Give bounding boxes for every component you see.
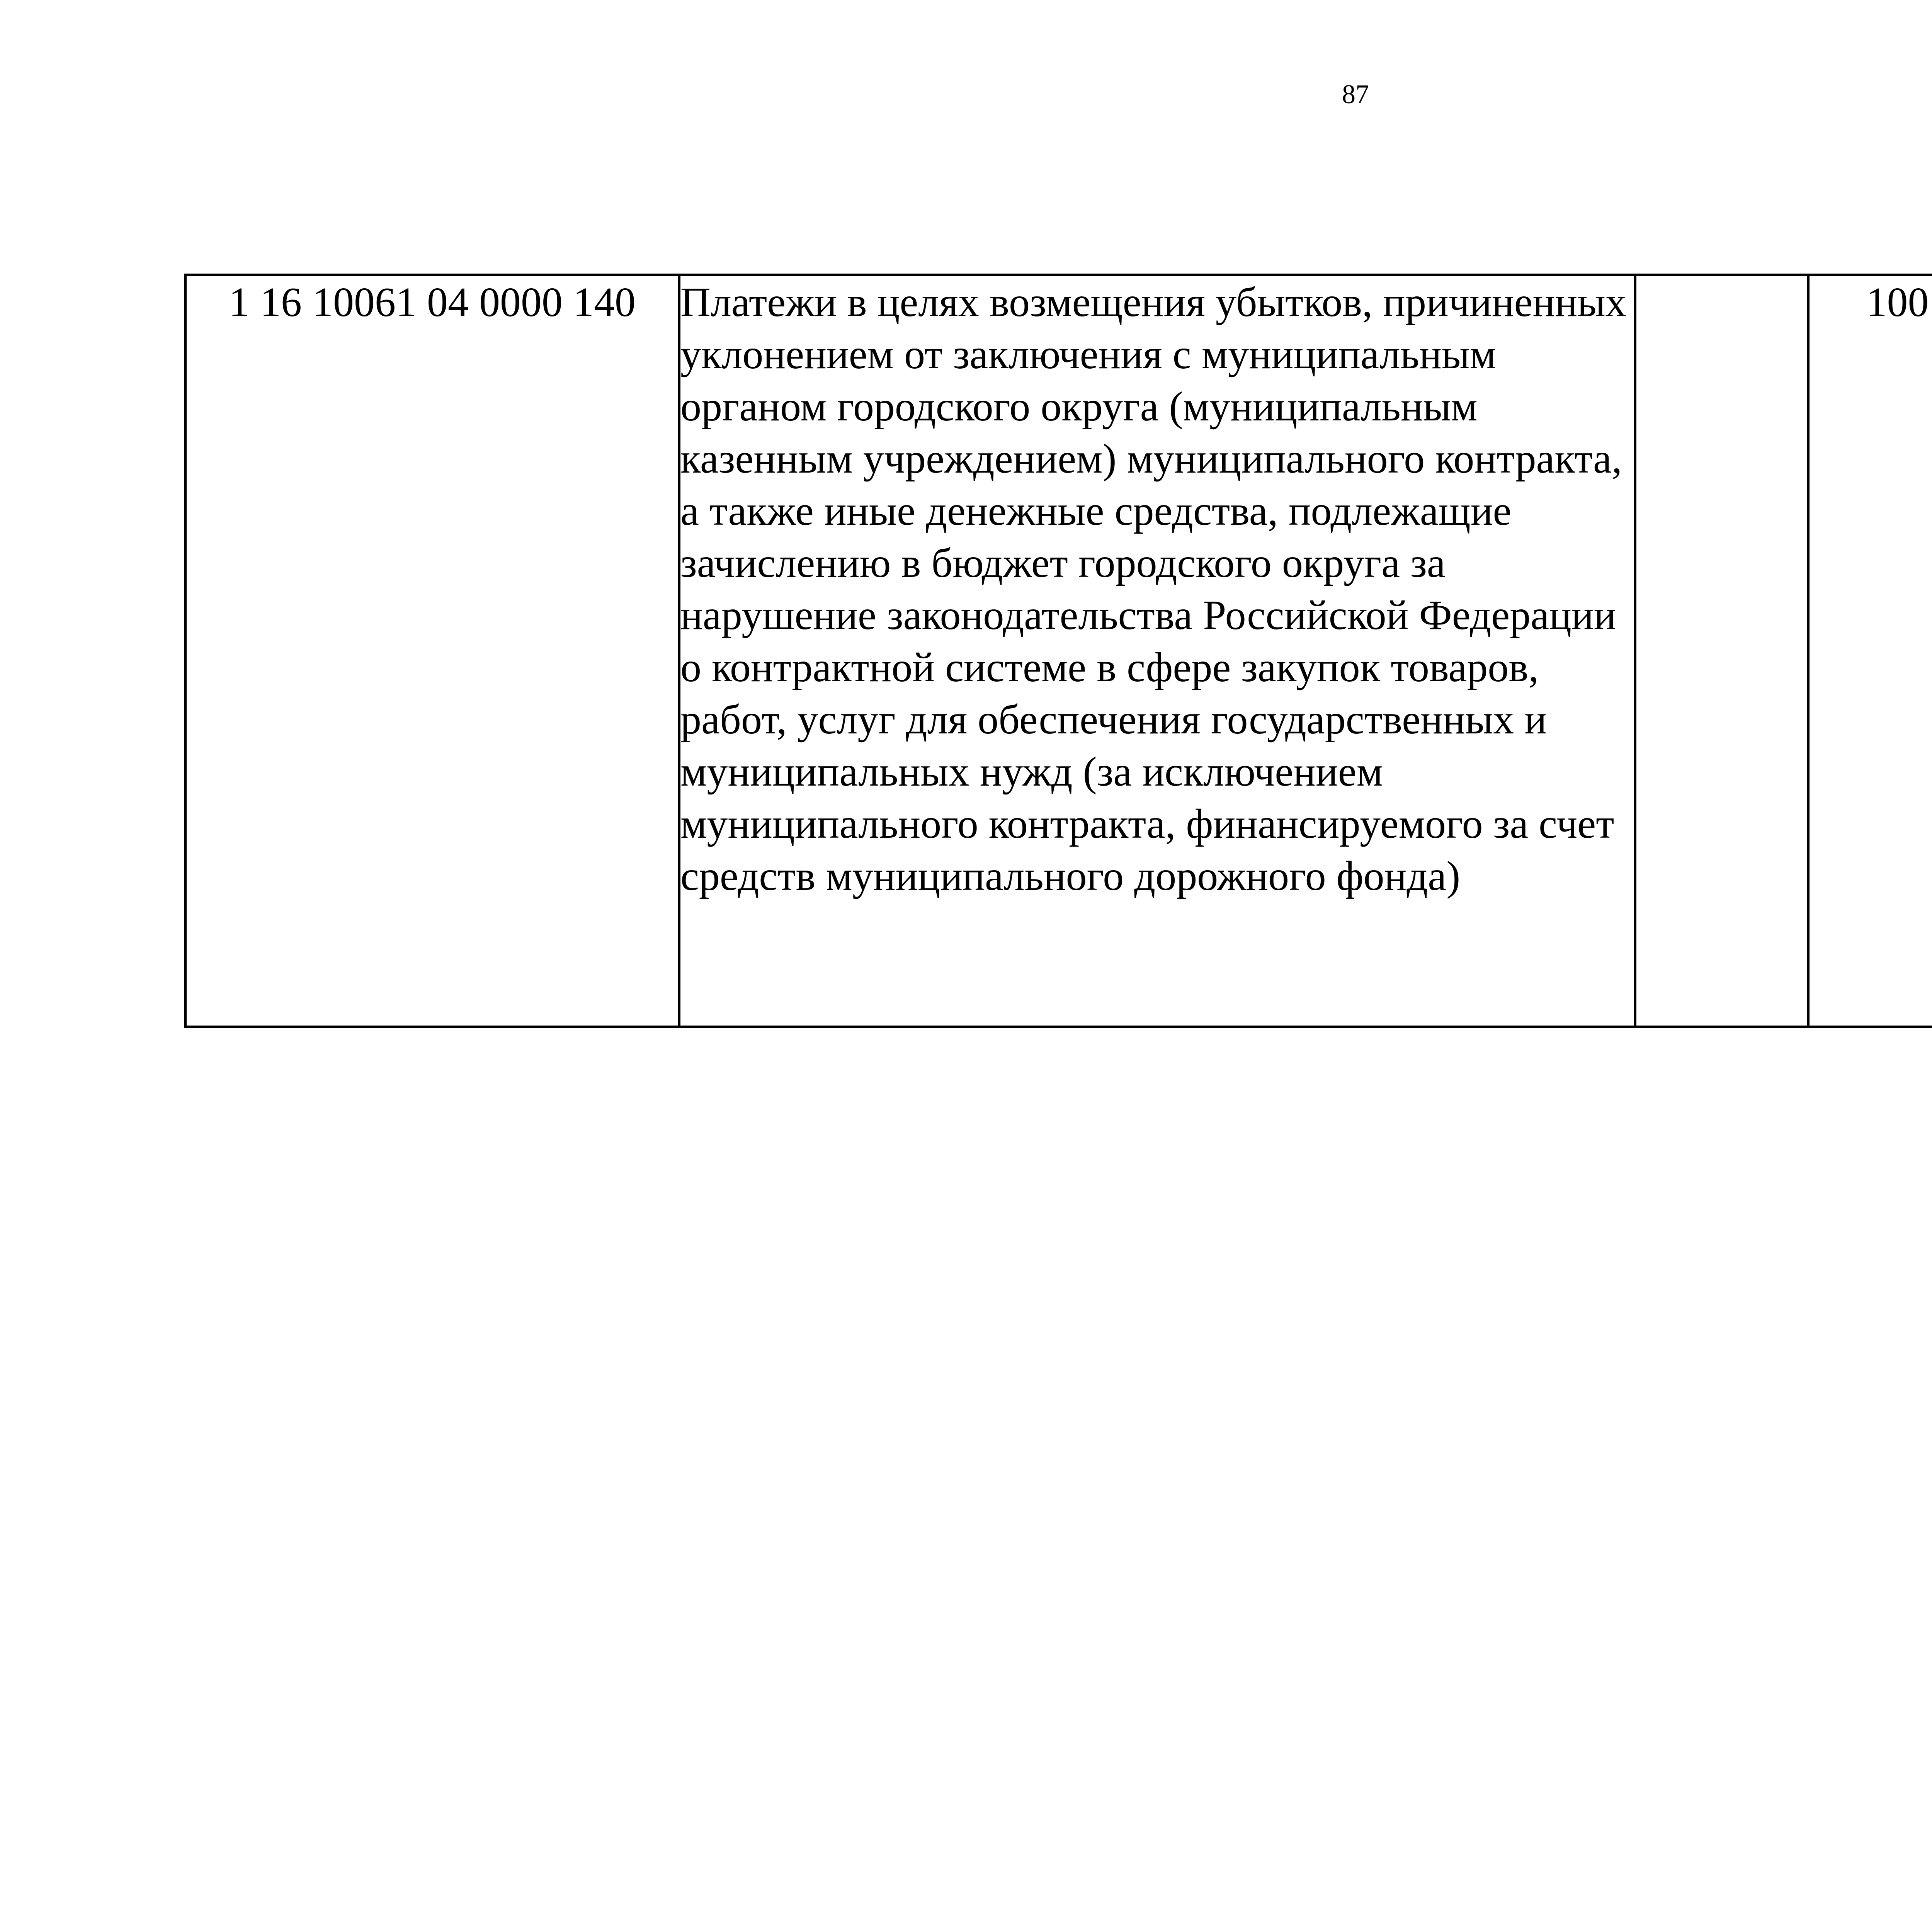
table-row (185, 275, 1932, 1027)
revenue-description-cell: Платежи в целях возмещения убытков, причиненных уклонением от заключения с муниципальным органом городского округа (муниципальным казенным учреждением) муниципального контракта, а также иные денежные средства, подлежащие зачислению в бюджет городского округа за нарушение законодательства Российской Федерации о контрактной системе в сфере закупок товаров, работ, услуг для обеспечения государственных и муниципальных нужд (за исключением муниципального контракта, финансируемого за счет средств муниципального дорожного фонда) (679, 275, 1635, 1027)
value-cell-1 (1635, 275, 1808, 1027)
revenue-table (184, 274, 1932, 1028)
revenue-code-cell: 1 16 10061 04 0000 140 (185, 275, 679, 1027)
value-cell-2: 100 (1808, 275, 1932, 1027)
page-number: 87 (1342, 80, 1369, 109)
